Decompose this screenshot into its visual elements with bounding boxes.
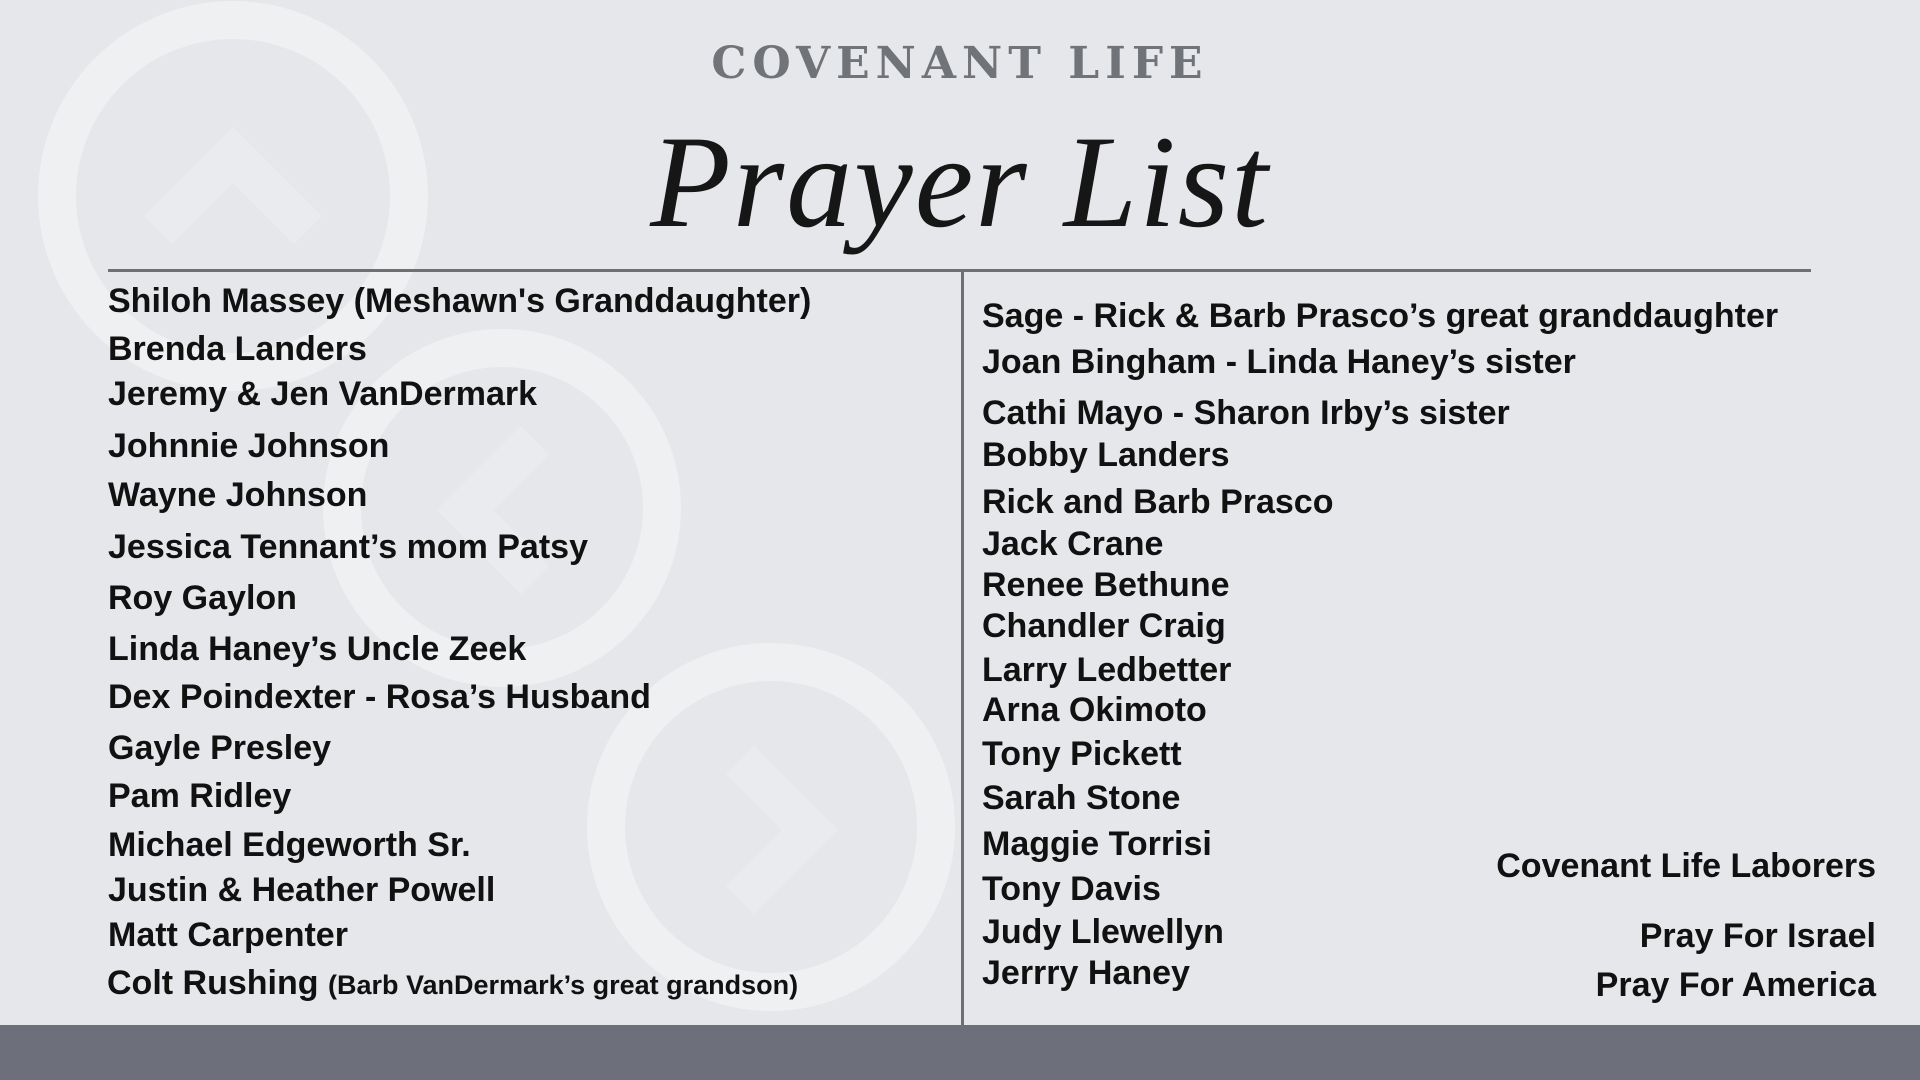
list-item: Arna Okimoto (982, 691, 1207, 729)
list-item: Matt Carpenter (108, 916, 348, 954)
list-item: Brenda Landers (108, 330, 367, 368)
list-item: Johnnie Johnson (108, 427, 390, 465)
list-item: Sarah Stone (982, 779, 1181, 817)
footer-band (0, 1025, 1920, 1080)
list-item: Gayle Presley (108, 729, 332, 767)
list-item: Maggie Torrisi (982, 825, 1212, 863)
list-item: Tony Davis (982, 870, 1161, 908)
list-item: Jeremy & Jen VanDermark (108, 375, 538, 413)
org-name: COVENANT LIFE (711, 38, 1209, 89)
header-divider (108, 269, 1811, 272)
list-item: Linda Haney’s Uncle Zeek (108, 630, 527, 668)
page-title: Prayer List (650, 108, 1270, 255)
item-note: (Barb VanDermark’s great grandson) (327, 970, 799, 1000)
list-item: Larry Ledbetter (982, 651, 1232, 689)
chevron-right-icon (740, 760, 810, 900)
list-item: Jerrry Haney (982, 954, 1190, 992)
list-item: Pam Ridley (108, 777, 292, 815)
list-item: Jessica Tennant’s mom Patsy (108, 528, 588, 566)
list-item (107, 963, 798, 1005)
list-item: Joan Bingham - Linda Haney’s sister (982, 343, 1576, 381)
list-item: Wayne Johnson (108, 476, 368, 514)
list-item: Bobby Landers (982, 436, 1230, 474)
list-item: Jack Crane (982, 525, 1164, 563)
list-item: Cathi Mayo - Sharon Irby’s sister (982, 394, 1510, 432)
list-item: Sage - Rick & Barb Prasco’s great granddaughter (982, 297, 1779, 335)
list-item: Dex Poindexter - Rosa’s Husband (108, 678, 651, 716)
list-item: Roy Gaylon (108, 579, 297, 617)
watermark-circle-right (606, 662, 936, 992)
list-item: Chandler Craig (982, 607, 1226, 645)
list-item: Rick and Barb Prasco (982, 483, 1334, 521)
laborers-label: Covenant Life Laborers (1496, 847, 1876, 885)
list-item: Michael Edgeworth Sr. (108, 826, 471, 864)
list-item: Shiloh Massey (Meshawn's Granddaughter) (108, 282, 812, 320)
list-item: Judy Llewellyn (982, 913, 1224, 951)
pray-america-label: Pray For America (1595, 966, 1876, 1004)
item-name: Colt Rushing (107, 964, 319, 1002)
list-item: Tony Pickett (982, 735, 1182, 773)
list-item: Renee Bethune (982, 566, 1230, 604)
column-divider (961, 271, 964, 1025)
list-item: Justin & Heather Powell (108, 871, 496, 909)
pray-israel-label: Pray For Israel (1639, 917, 1876, 955)
